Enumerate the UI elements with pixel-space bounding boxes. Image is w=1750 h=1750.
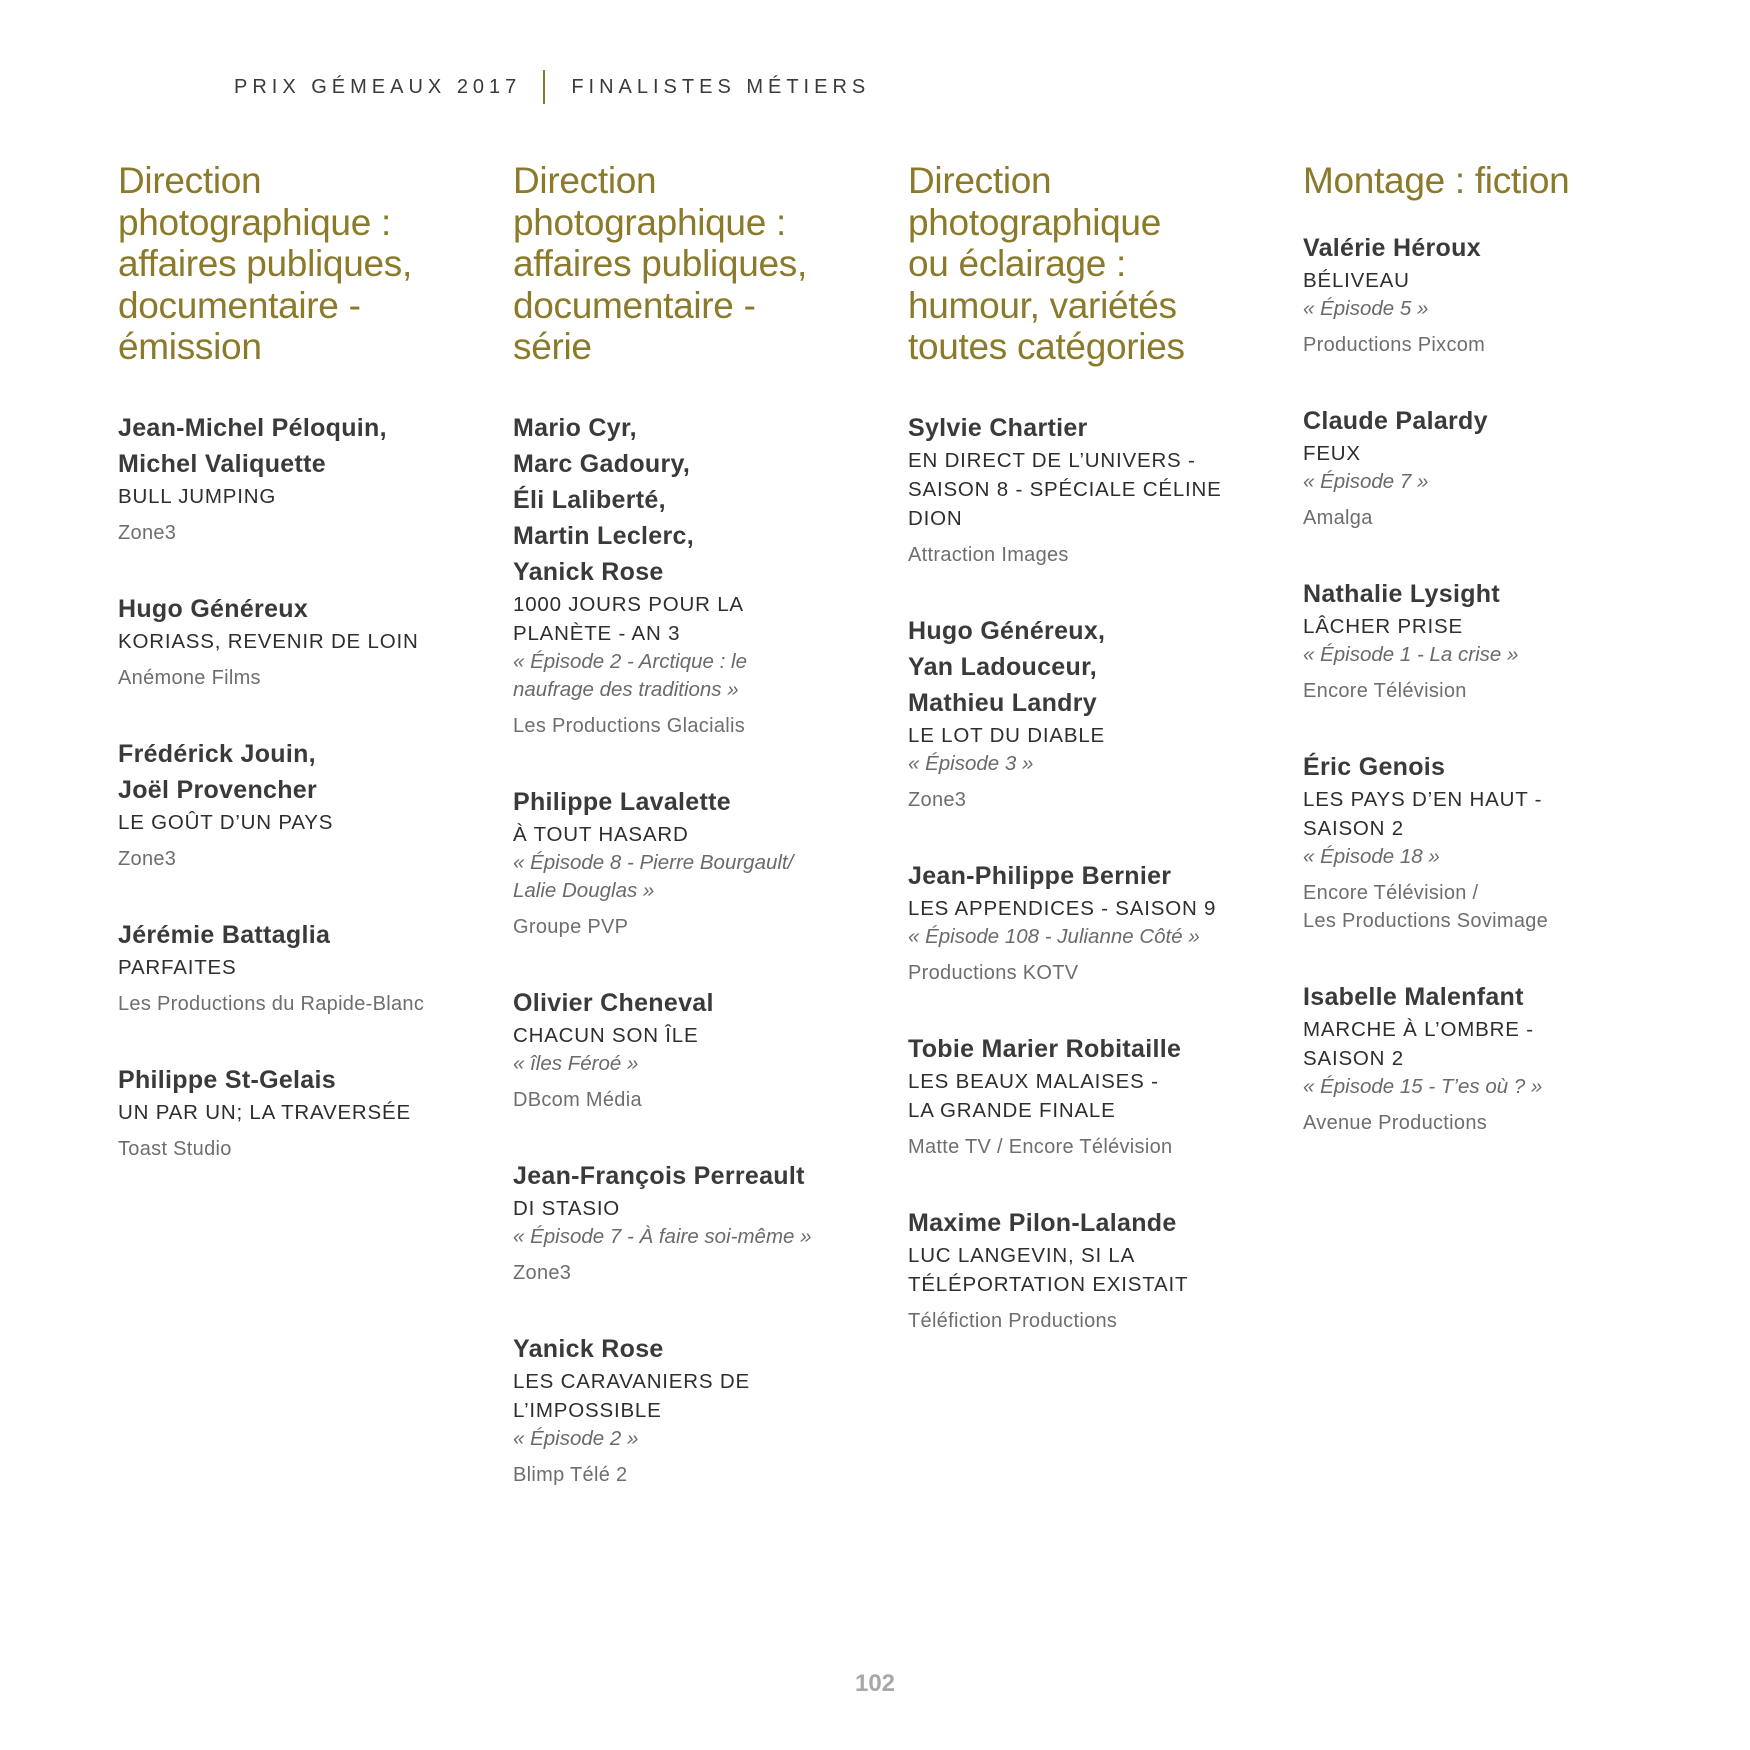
finalist-name: Valérie Héroux <box>1303 233 1481 262</box>
production-company <box>1303 504 1663 532</box>
production-company <box>908 786 1268 814</box>
finalist-entry <box>513 985 873 1114</box>
program-title: L’IMPOSSIBLE <box>513 1398 662 1422</box>
category-heading-line: affaires publiques, <box>118 243 412 284</box>
episode-title: « Épisode 1 - La crise » <box>1303 642 1519 666</box>
production-company-line: Anémone Films <box>118 666 261 689</box>
production-company <box>513 1461 873 1489</box>
category-heading-line: Montage : fiction <box>1303 160 1570 201</box>
finalist-name: Isabelle Malenfant <box>1303 982 1524 1011</box>
program-title: SAISON 2 <box>1303 816 1404 840</box>
program-title: LES APPENDICES - SAISON 9 <box>908 896 1217 920</box>
finalist-name: Olivier Cheneval <box>513 988 714 1017</box>
finalist-name: Joël Provencher <box>118 775 318 804</box>
program-title: LE LOT DU DIABLE <box>908 723 1105 747</box>
finalist-name: Martin Leclerc, <box>513 521 694 550</box>
finalist-name: Tobie Marier Robitaille <box>908 1034 1182 1063</box>
episode-title: « Épisode 18 » <box>1303 844 1440 868</box>
program-title: LE GOÛT D’UN PAYS <box>118 810 334 834</box>
finalist-entry <box>513 784 873 941</box>
category-heading-line: documentaire - <box>513 284 756 326</box>
category-heading-line: humour, variétés <box>908 284 1177 326</box>
production-company <box>1303 331 1663 359</box>
finalist-name: Jean-Michel Péloquin, <box>118 413 387 442</box>
program-title: LUC LANGEVIN, SI LA <box>908 1243 1136 1267</box>
header-divider <box>543 70 545 104</box>
finalist-entry <box>513 1158 873 1287</box>
production-company <box>118 1135 478 1163</box>
category-heading <box>1303 160 1663 202</box>
production-company-line: Amalga <box>1303 506 1373 529</box>
production-company <box>1303 677 1663 705</box>
program-title: SAISON 2 <box>1303 1046 1404 1070</box>
finalist-name: Maxime Pilon-Lalande <box>908 1208 1177 1237</box>
finalist-entry <box>118 591 478 692</box>
program-title: TÉLÉPORTATION EXISTAIT <box>908 1272 1189 1296</box>
production-company <box>513 1086 873 1114</box>
finalist-name: Frédérick Jouin, <box>118 739 316 768</box>
episode-title: « Épisode 2 - Arctique : le <box>513 649 747 673</box>
production-company-line: Productions KOTV <box>908 961 1079 984</box>
finalist-name: Philippe St-Gelais <box>118 1065 336 1094</box>
program-title: LES CARAVANIERS DE <box>513 1369 750 1393</box>
episode-title: Lalie Douglas » <box>513 878 655 902</box>
page-header <box>234 70 870 104</box>
finalist-entry <box>513 1331 873 1489</box>
category-heading <box>118 160 478 368</box>
production-company-line: Matte TV / Encore Télévision <box>908 1135 1173 1158</box>
production-company-line: Toast Studio <box>118 1137 232 1160</box>
production-company <box>908 959 1268 987</box>
finalist-name: Nathalie Lysight <box>1303 579 1500 608</box>
production-company <box>513 1259 873 1287</box>
finalist-entry <box>1303 403 1663 532</box>
production-company-line: Zone3 <box>513 1261 572 1284</box>
program-title: LES PAYS D’EN HAUT - <box>1303 787 1543 811</box>
program-title: MARCHE À L’OMBRE - <box>1303 1017 1534 1041</box>
finalist-name: Philippe Lavalette <box>513 787 731 816</box>
program-title: PLANÈTE - AN 3 <box>513 621 681 645</box>
category-heading-line: Direction <box>908 160 1052 201</box>
program-title: FEUX <box>1303 441 1361 465</box>
production-company-line: Zone3 <box>118 521 177 544</box>
production-company <box>908 1133 1268 1161</box>
program-title: LÂCHER PRISE <box>1303 614 1463 638</box>
program-title: DI STASIO <box>513 1196 621 1220</box>
finalist-name: Éli Laliberté, <box>513 485 666 514</box>
production-company-line: Les Productions Glacialis <box>513 714 746 737</box>
finalist-name: Mario Cyr, <box>513 413 637 442</box>
finalist-entry <box>908 858 1268 987</box>
finalist-name: Claude Palardy <box>1303 406 1488 435</box>
category-column <box>118 160 478 1207</box>
program-title: LA GRANDE FINALE <box>908 1098 1116 1122</box>
production-company <box>118 845 478 873</box>
program-title: DION <box>908 506 963 530</box>
production-company <box>118 664 478 692</box>
category-heading-line: toutes catégories <box>908 326 1185 367</box>
header-event-title: PRIX GÉMEAUX 2017 <box>234 75 522 98</box>
category-heading <box>513 160 873 368</box>
production-company <box>513 712 873 740</box>
category-heading-line: photographique : <box>513 201 786 243</box>
episode-title: naufrage des traditions » <box>513 677 739 701</box>
production-company <box>118 990 478 1018</box>
program-title: UN PAR UN; LA TRAVERSÉE <box>118 1100 411 1124</box>
category-column <box>1303 160 1663 1181</box>
production-company-line: Avenue Productions <box>1303 1111 1488 1134</box>
program-title: KORIASS, REVENIR DE LOIN <box>118 629 419 653</box>
episode-title: « Épisode 3 » <box>908 751 1034 775</box>
finalist-name: Hugo Généreux <box>118 594 309 623</box>
finalist-name: Yanick Rose <box>513 557 664 586</box>
finalist-entry <box>1303 749 1663 935</box>
production-company <box>908 1307 1268 1335</box>
production-company <box>118 519 478 547</box>
finalist-name: Jean-François Perreault <box>513 1161 805 1190</box>
category-heading-line: ou éclairage : <box>908 243 1126 284</box>
finalist-entry <box>118 917 478 1018</box>
category-heading-line: série <box>513 326 592 367</box>
program-title: SAISON 8 - SPÉCIALE CÉLINE <box>908 477 1222 501</box>
episode-title: « Épisode 2 » <box>513 1426 639 1450</box>
category-heading-line: affaires publiques, <box>513 243 807 284</box>
production-company <box>513 913 873 941</box>
program-title: LES BEAUX MALAISES - <box>908 1069 1159 1093</box>
program-title: 1000 JOURS POUR LA <box>513 592 744 616</box>
finalist-entry <box>908 1031 1268 1161</box>
production-company-line: Attraction Images <box>908 543 1069 566</box>
production-company <box>908 541 1268 569</box>
category-column <box>513 160 873 1533</box>
production-company-line: Zone3 <box>118 847 177 870</box>
finalist-name: Michel Valiquette <box>118 449 326 478</box>
finalist-name: Yan Ladouceur, <box>908 652 1097 681</box>
production-company-line: Blimp Télé 2 <box>513 1463 628 1486</box>
finalist-name: Jérémie Battaglia <box>118 920 331 949</box>
production-company-line: Les Productions Sovimage <box>1303 909 1549 932</box>
finalist-name: Sylvie Chartier <box>908 413 1088 442</box>
finalist-name: Hugo Généreux, <box>908 616 1106 645</box>
header-section-title: FINALISTES MÉTIERS <box>571 75 871 98</box>
program-title: BÉLIVEAU <box>1303 268 1410 292</box>
category-heading-line: photographique <box>908 201 1161 243</box>
production-company-line: Encore Télévision <box>1303 679 1467 702</box>
category-heading-line: Direction <box>118 160 262 201</box>
production-company-line: Zone3 <box>908 788 967 811</box>
finalist-entry <box>908 410 1268 569</box>
category-heading-line: Direction <box>513 160 657 201</box>
program-title: EN DIRECT DE L’UNIVERS - <box>908 448 1196 472</box>
episode-title: « Épisode 8 - Pierre Bourgault/ <box>513 850 794 874</box>
production-company-line: Les Productions du Rapide-Blanc <box>118 992 425 1015</box>
program-title: À TOUT HASARD <box>513 822 689 846</box>
category-column <box>908 160 1268 1379</box>
finalist-entry <box>513 410 873 740</box>
episode-title: « Épisode 5 » <box>1303 296 1429 320</box>
episode-title: « Épisode 7 - À faire soi-même » <box>513 1224 812 1248</box>
production-company <box>1303 1109 1663 1137</box>
finalist-name: Jean-Philippe Bernier <box>908 861 1172 890</box>
finalist-entry <box>118 1062 478 1163</box>
finalist-entry <box>908 1205 1268 1335</box>
production-company-line: Encore Télévision / <box>1303 881 1479 904</box>
program-title: CHACUN SON ÎLE <box>513 1023 699 1047</box>
finalist-name: Marc Gadoury, <box>513 449 691 478</box>
finalist-entry <box>1303 576 1663 705</box>
episode-title: « Épisode 108 - Julianne Côté » <box>908 924 1200 948</box>
finalist-entry <box>908 613 1268 814</box>
finalist-entry <box>118 410 478 547</box>
finalist-entry <box>1303 230 1663 359</box>
production-company <box>1303 879 1663 935</box>
finalist-entry <box>1303 979 1663 1137</box>
episode-title: « Épisode 7 » <box>1303 469 1429 493</box>
production-company-line: Productions Pixcom <box>1303 333 1486 356</box>
finalist-name: Éric Genois <box>1303 752 1446 781</box>
episode-title: « Épisode 15 - T’es où ? » <box>1303 1074 1543 1098</box>
program-title: BULL JUMPING <box>118 484 277 508</box>
category-heading-line: émission <box>118 326 262 367</box>
program-title: PARFAITES <box>118 955 237 979</box>
category-heading-line: documentaire - <box>118 284 361 326</box>
finalist-name: Yanick Rose <box>513 1334 664 1363</box>
category-heading <box>908 160 1268 368</box>
episode-title: « îles Féroé » <box>513 1051 639 1075</box>
production-company-line: Groupe PVP <box>513 915 629 938</box>
finalist-entry <box>118 736 478 873</box>
production-company-line: Téléfiction Productions <box>908 1309 1118 1332</box>
category-heading-line: photographique : <box>118 201 391 243</box>
finalist-name: Mathieu Landry <box>908 688 1097 717</box>
page-number: 102 <box>854 1670 896 1697</box>
production-company-line: DBcom Média <box>513 1088 642 1111</box>
